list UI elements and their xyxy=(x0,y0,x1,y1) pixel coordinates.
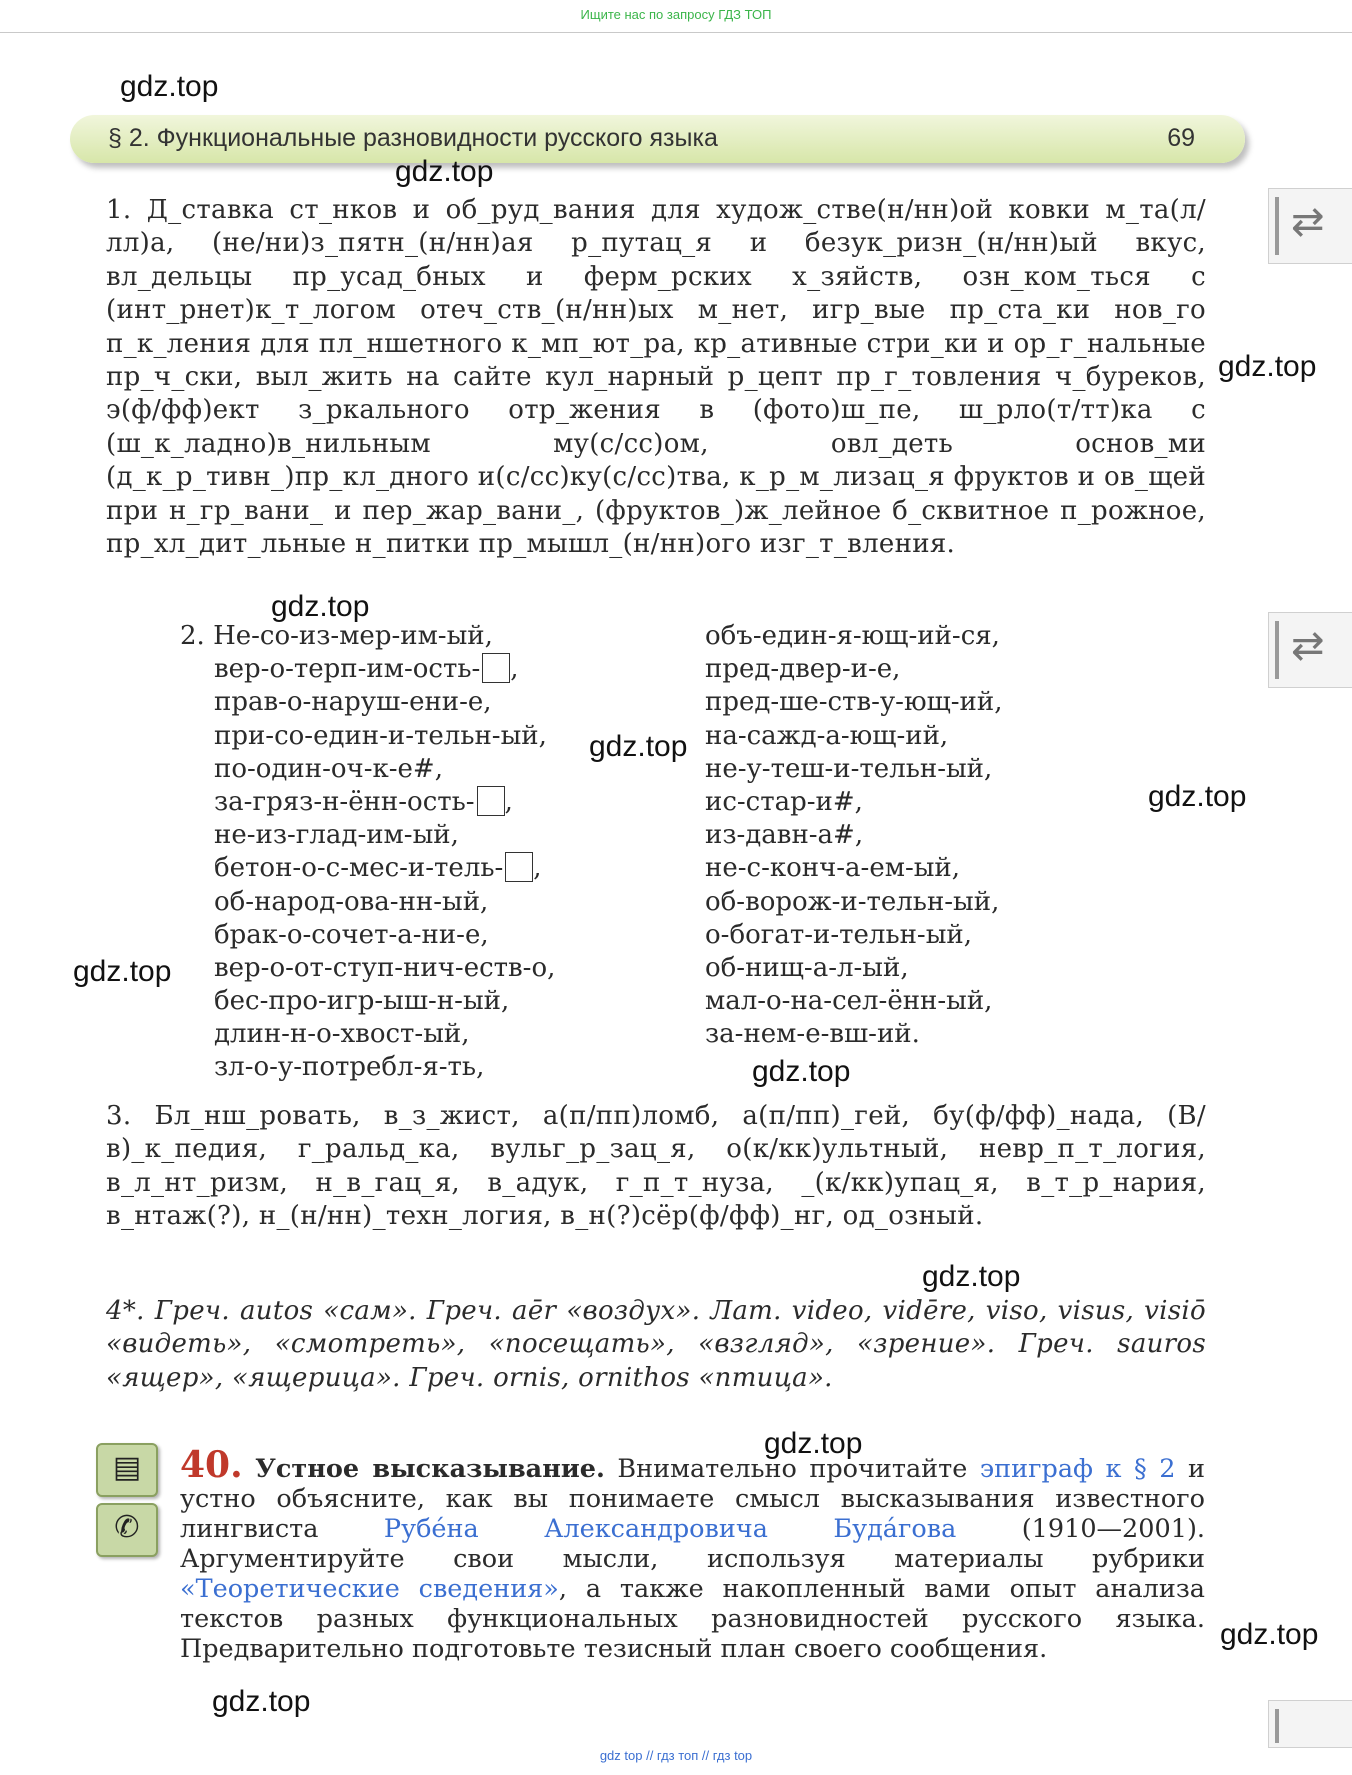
watermark: gdz.top xyxy=(271,590,370,623)
word-item: об-народ-ова-нн-ый, xyxy=(214,886,489,917)
section-title: § 2. Функциональные разновидности русского языка xyxy=(108,124,718,152)
word-item: при-со-един-и-тельн-ый, xyxy=(214,720,547,751)
watermark: gdz.top xyxy=(752,1055,851,1088)
blank-box xyxy=(482,653,510,683)
watermark: gdz.top xyxy=(1218,350,1317,383)
bottom-banner: gdz top // гдз топ // гдз top xyxy=(599,1748,753,1763)
swap-arrows-icon: ⇄ xyxy=(1291,623,1325,669)
blank-box xyxy=(477,786,505,816)
theory-link[interactable]: «Теоретические сведения» xyxy=(180,1574,559,1604)
epigraph-link[interactable]: эпиграф к § 2 xyxy=(979,1454,1176,1484)
swap-button[interactable] xyxy=(1268,612,1352,688)
section-header xyxy=(70,115,1245,163)
word-item: об-ворож-и-тельн-ый, xyxy=(705,886,1000,917)
exercise-3: 3. Бл_нш_ровать, в_з_жист, а(п/пп)ломб, а(п/пп)_гей, бу(ф/фф)_нада, (В/в)_к_педия, г_ральд_ка, вульг_р_зац_я, о(к/кк)ультный, невр_п_т_логия, в_л_нт_ризм, н_в_гац_я, в_адук, г_п_т_нуза, _(к/кк)упац_я, в_т_р_нария, в_нтаж(?), н_(н/нн)_техн_логия, в_н(?)сёр(ф/фф)_нг, од_озный. xyxy=(106,1101,1206,1232)
task-text: и устно объясните, как вы понимаете смысл высказывания известного лингвиста xyxy=(180,1454,1206,1544)
watermark: gdz.top xyxy=(1220,1618,1319,1651)
swap-button[interactable] xyxy=(1268,188,1352,264)
top-banner xyxy=(0,0,1352,33)
top-banner-text: Ищите нас по запросу ГДЗ ТОП xyxy=(580,7,772,22)
word-item: мал-о-на-сел-ённ-ый, xyxy=(705,986,993,1017)
word-item: не-с-конч-а-ем-ый, xyxy=(705,853,961,884)
watermark: gdz.top xyxy=(764,1427,863,1460)
watermark: gdz.top xyxy=(120,70,219,103)
word-item: на-сажд-а-ющ-ий, xyxy=(705,720,949,751)
watermark: gdz.top xyxy=(395,155,494,188)
page-number: 69 xyxy=(1167,124,1195,152)
task-title: Устное высказывание. xyxy=(255,1454,605,1484)
exercise-2-right-column xyxy=(705,620,1002,1051)
word-item: бес-про-игр-ыш-н-ый, xyxy=(214,986,510,1017)
task-text: , а также накопленный вами опыт анализа текстов разных функциональных разновидностей русского языка. Предварительно подготовьте тезисный план своего сообщения. xyxy=(180,1574,1205,1664)
watermark: gdz.top xyxy=(589,730,688,763)
word-item: не-у-теш-и-тельн-ый, xyxy=(705,753,993,784)
word-item: за-гряз-н-ённ-ость- , xyxy=(214,786,513,817)
word-item: прав-о-наруш-ени-е, xyxy=(214,687,492,718)
word-item: об-нищ-а-л-ый, xyxy=(705,952,909,983)
watermark: gdz.top xyxy=(212,1685,311,1718)
task-number: 40. xyxy=(180,1444,243,1486)
books-icon: ▤ xyxy=(96,1443,158,1497)
word-item: 2. Не-со-из-мер-им-ый, xyxy=(180,621,493,651)
word-item: пред-двер-и-е, xyxy=(705,654,901,685)
task-text: Внимательно прочитайте xyxy=(604,1454,980,1484)
word-item: вер-о-от-ступ-нич-еств-о, xyxy=(214,952,556,983)
task-40 xyxy=(180,1444,1206,1664)
word-item: длин-н-о-хвост-ый, xyxy=(214,1019,470,1050)
exercise-1: 1. Д_ставка ст_нков и об_руд_вания для худож_стве(н/нн)ой ковки м_та(л/лл)а, (не/ни)з_пятн_(н/нн)ая р_путац_я и безук_ризн_(н/нн)ый вкус, вл_дельцы пр_усад_бных и ферм_рских х_зяйств, озн_ком_ться с (инт_рнет)к_т_логом отеч_ств_(н/нн)ых м_нет, игр_вые пр_ста_ки нов_го п_к_ления для пл_ншетного к_мп_ют_ра, кр_ативные стри_ки и ор_г_нальные пр_ч_ски, выл_жить на сайте кул_нарный р_цепт пр_г_товления ч_буреков, э(ф/фф)ект з_ркального отр_жения в (фото)ш_пе, ш_рло(т/тт)ка с (ш_к_ладно)в_нильным му(с/сс)ом, овл_деть основ_ми (д_к_р_тивн_)пр_кл_дного и(с/сс)ку(с/сс)тва, к_р_м_лизац_я фруктов и ов_щей при н_гр_вани_ и пер_жар_вани_, (фруктов_)ж_лейное б_сквитное п_рожное, пр_хл_дит_льные н_питки пр_мышл_(н/нн)ого изг_т_вления. xyxy=(106,195,1206,560)
watermark: gdz.top xyxy=(922,1260,1021,1293)
word-item: бетон-о-с-мес-и-тель- , xyxy=(214,853,542,884)
exercise-4: 4*. Греч. autos «сам». Греч. aēr «воздух». Лат. video, vidēre, viso, visus, visiō «видеть», «смотреть», «посещать», «взгляд», «зрение». Греч. sauros «ящер», «ящерица». Греч. ornis, ornithos «птица». xyxy=(106,1296,1206,1393)
task-text: (1910—2001). Аргументируйте свои мысли, используя материалы рубрики xyxy=(180,1514,1206,1574)
word-item: из-давн-а#, xyxy=(705,820,864,851)
word-item: не-из-глад-им-ый, xyxy=(214,820,459,851)
watermark: gdz.top xyxy=(73,955,172,988)
budagov-link[interactable]: Рубéна Александровича Будáгова xyxy=(383,1514,957,1544)
word-item: ис-стар-и#, xyxy=(705,786,863,817)
blank-box xyxy=(505,852,533,882)
word-item: зл-о-у-потребл-я-ть, xyxy=(214,1052,485,1083)
word-item: объ-един-я-ющ-ий-ся, xyxy=(705,621,1000,651)
phone-icon: ✆ xyxy=(96,1503,158,1557)
word-item: о-богат-и-тельн-ый, xyxy=(705,919,972,950)
swap-button[interactable] xyxy=(1268,1700,1352,1748)
word-item: брак-о-сочет-а-ни-е, xyxy=(214,919,489,950)
exercise-2-left-column xyxy=(180,620,555,1085)
word-item: по-один-оч-к-е#, xyxy=(214,753,443,784)
word-item: пред-ше-ств-у-ющ-ий, xyxy=(705,687,1003,718)
swap-arrows-icon: ⇄ xyxy=(1291,199,1325,245)
watermark: gdz.top xyxy=(1148,780,1247,813)
word-item: за-нем-е-вш-ий. xyxy=(705,1019,920,1050)
word-item: вер-о-терп-им-ость- , xyxy=(214,654,519,685)
